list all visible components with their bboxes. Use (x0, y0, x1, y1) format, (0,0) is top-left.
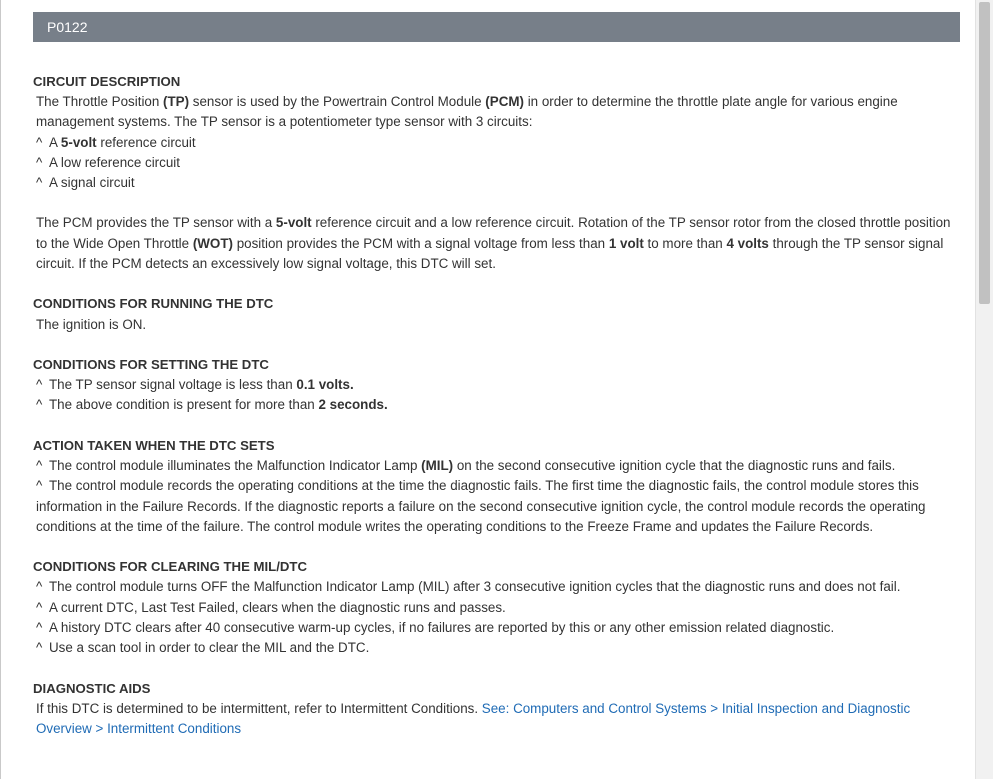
section-circuit-description (33, 72, 963, 274)
scrollbar-thumb[interactable] (979, 2, 990, 304)
bold-text: 5-volt (275, 215, 312, 231)
text-run: A (49, 134, 61, 150)
text-run: Use a scan tool in order to clear the MIL and the DTC. (49, 640, 370, 656)
section-title: DIAGNOSTIC AIDS (33, 680, 151, 696)
caret-bullet-icon: ^ (36, 397, 43, 413)
list-item (33, 476, 963, 537)
text-run: The control module records the operating conditions at the time the diagnostic fails. The first time the diagnostic fails, the control module stores this information in the Failure Records. If the diagnostic reports a failure on the second consecutive ignition cycle, the control module records the operating conditions at the time of the failure. The control module writes the operating conditions to the Freeze Frame and updates the Failure Records. (36, 478, 926, 534)
aids-text: If this DTC is determined to be intermittent, refer to Intermittent Conditions. (36, 700, 482, 716)
caret-bullet-icon: ^ (36, 640, 43, 656)
section-title: CONDITIONS FOR CLEARING THE MIL/DTC (33, 559, 307, 575)
text-run: The Throttle Position (36, 94, 164, 110)
text-run: position provides the PCM with a signal voltage from less than (232, 235, 609, 251)
paragraph (33, 699, 963, 739)
text-run: sensor is used by the Powertrain Control Module (189, 94, 486, 110)
document-body (33, 72, 963, 759)
text-run: The PCM provides the TP sensor with a (36, 215, 276, 231)
text-run: on the second consecutive ignition cycle that the diagnostic runs and fails. (453, 458, 896, 474)
paragraph: The ignition is ON. (36, 316, 147, 332)
bullet-list (33, 375, 963, 415)
dtc-header (33, 12, 960, 42)
intermittent-conditions-link[interactable]: See: Computers and Control Systems > Initial Inspection and Diagnostic Overview > Intermittent Conditions (36, 700, 911, 736)
list-item (33, 577, 963, 597)
caret-bullet-icon: ^ (36, 377, 43, 393)
paragraph (33, 213, 963, 274)
text-run: A current DTC, Last Test Failed, clears when the diagnostic runs and passes. (49, 599, 506, 615)
section-clearing-conditions (33, 557, 963, 658)
section-title: CIRCUIT DESCRIPTION (33, 74, 181, 89)
bullet-list (33, 133, 963, 194)
bold-text: (WOT) (192, 235, 233, 251)
caret-bullet-icon: ^ (36, 478, 43, 494)
text-run: A low reference circuit (49, 154, 180, 170)
text-run: A signal circuit (49, 175, 135, 191)
section-action-taken (33, 436, 963, 537)
text-run: The TP sensor signal voltage is less than (49, 377, 297, 393)
bold-text: 1 volt (608, 235, 644, 251)
section-title: CONDITIONS FOR SETTING THE DTC (33, 357, 269, 373)
bold-text: 4 volts (726, 235, 769, 251)
list-item (33, 375, 963, 395)
bold-text: 5-volt (60, 134, 97, 150)
list-item (33, 638, 963, 658)
text-run: reference circuit (96, 134, 196, 150)
list-item (33, 456, 963, 476)
caret-bullet-icon: ^ (36, 175, 43, 191)
caret-bullet-icon: ^ (36, 599, 43, 615)
list-item (33, 133, 963, 153)
caret-bullet-icon: ^ (36, 619, 43, 635)
bullet-list (33, 456, 963, 537)
left-border (0, 0, 8, 779)
list-item (33, 395, 963, 415)
section-running-conditions (33, 294, 963, 334)
section-diagnostic-aids (33, 679, 963, 740)
bold-text: 0.1 volts. (296, 377, 354, 393)
text-run: The control module illuminates the Malfunction Indicator Lamp (49, 458, 422, 474)
bullet-list (33, 577, 963, 658)
text-run: reference circuit and a low reference circuit. Rotation of the TP sensor rotor from the closed throttle position to the Wide Open Throttle (36, 215, 951, 251)
text-run: The control module turns OFF the Malfunction Indicator Lamp (MIL) after 3 consecutive ignition cycles that the diagnostic runs and does not fail. (49, 579, 901, 595)
text-run: to more than (643, 235, 727, 251)
caret-bullet-icon: ^ (36, 579, 43, 595)
section-setting-conditions (33, 355, 963, 416)
section-title: CONDITIONS FOR RUNNING THE DTC (33, 296, 274, 312)
paragraph (33, 92, 963, 132)
text-run: The above condition is present for more than (49, 397, 319, 413)
list-item (33, 598, 963, 618)
caret-bullet-icon: ^ (36, 134, 43, 150)
caret-bullet-icon: ^ (36, 458, 43, 474)
vertical-scrollbar[interactable] (975, 0, 993, 779)
text-run: A history DTC clears after 40 consecutive warm-up cycles, if no failures are reported by this or any other emission related diagnostic. (49, 619, 835, 635)
list-item (33, 173, 963, 193)
bold-text: (PCM) (485, 94, 524, 110)
text-run: in order to determine the throttle plate angle for various engine management systems. The TP sensor is a potentiometer type sensor with 3 circuits: (36, 94, 898, 130)
bold-text: (MIL) (421, 458, 454, 474)
caret-bullet-icon: ^ (36, 154, 43, 170)
bold-text: (TP) (163, 94, 190, 110)
document-content (9, 0, 975, 779)
text-run: through the TP sensor signal circuit. If the PCM detects an excessively low signal voltage, this DTC will set. (36, 235, 944, 271)
list-item (33, 618, 963, 638)
list-item (33, 153, 963, 173)
dtc-code: P0122 (47, 19, 88, 35)
bold-text: 2 seconds. (318, 397, 388, 413)
section-title: ACTION TAKEN WHEN THE DTC SETS (33, 437, 275, 453)
